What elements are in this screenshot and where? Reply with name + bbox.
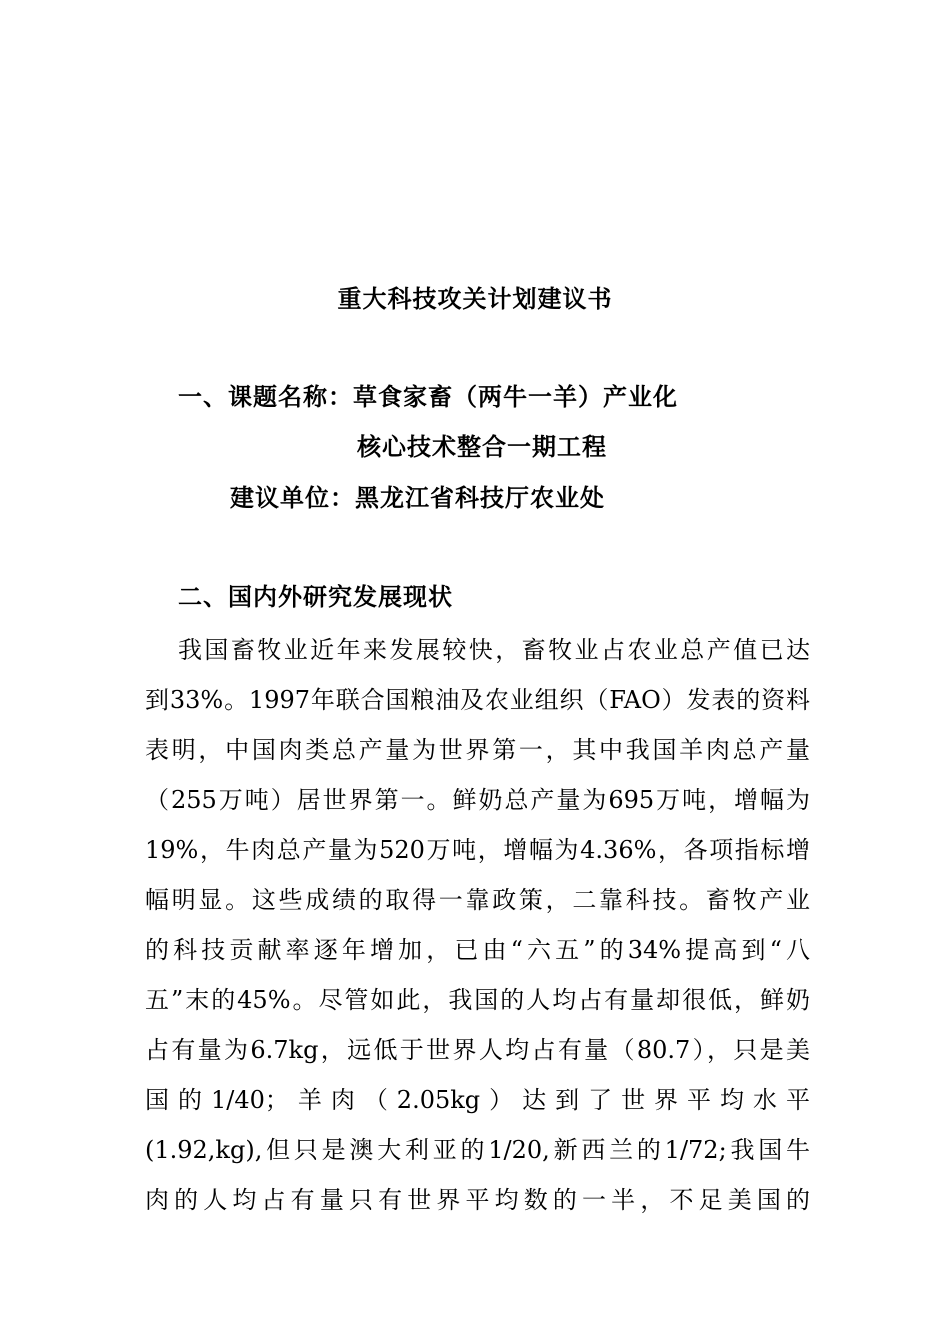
section-heading-research-status: 二、国内外研究发展现状	[178, 582, 453, 611]
paragraph-line: 到33%。1997年联合国粮油及农业组织（FAO）发表的资料	[145, 686, 810, 714]
topic-name-line: 一、课题名称：草食家畜（两牛一羊）产业化	[178, 382, 678, 411]
paragraph-line: 表明，中国肉类总产量为世界第一，其中我国羊肉总产量	[145, 736, 810, 764]
paragraph-line: 肉的人均占有量只有世界平均数的一半，不足美国的	[145, 1186, 810, 1214]
proposing-unit-line: 建议单位：黑龙江省科技厅农业处	[230, 483, 605, 512]
paragraph-line: 占有量为6.7kg，远低于世界人均占有量（80.7），只是美	[145, 1036, 810, 1064]
body-paragraph	[145, 625, 810, 1225]
paragraph-line: （255万吨）居世界第一。鲜奶总产量为695万吨，增幅为	[145, 786, 810, 814]
paragraph-line: 幅明显。这些成绩的取得一靠政策，二靠科技。畜牧产业	[145, 886, 810, 914]
paragraph-line: 我国畜牧业近年来发展较快，畜牧业占农业总产值已达	[178, 636, 810, 664]
document-title: 重大科技攻关计划建议书	[337, 284, 613, 313]
topic-name-continuation: 核心技术整合一期工程	[357, 432, 607, 461]
paragraph-line: 19%，牛肉总产量为520万吨，增幅为4.36%，各项指标增	[145, 836, 810, 864]
paragraph-line: 国的1/40；羊肉（2.05kg）达到了世界平均水平	[145, 1086, 810, 1114]
paragraph-line: 五”末的45%。尽管如此，我国的人均占有量却很低，鲜奶	[145, 986, 810, 1014]
paragraph-line: 的科技贡献率逐年增加，已由“六五”的34%提高到“八	[145, 936, 810, 964]
paragraph-line: (1.92,kg),但只是澳大利亚的1/20,新西兰的1/72;我国牛	[145, 1136, 810, 1164]
